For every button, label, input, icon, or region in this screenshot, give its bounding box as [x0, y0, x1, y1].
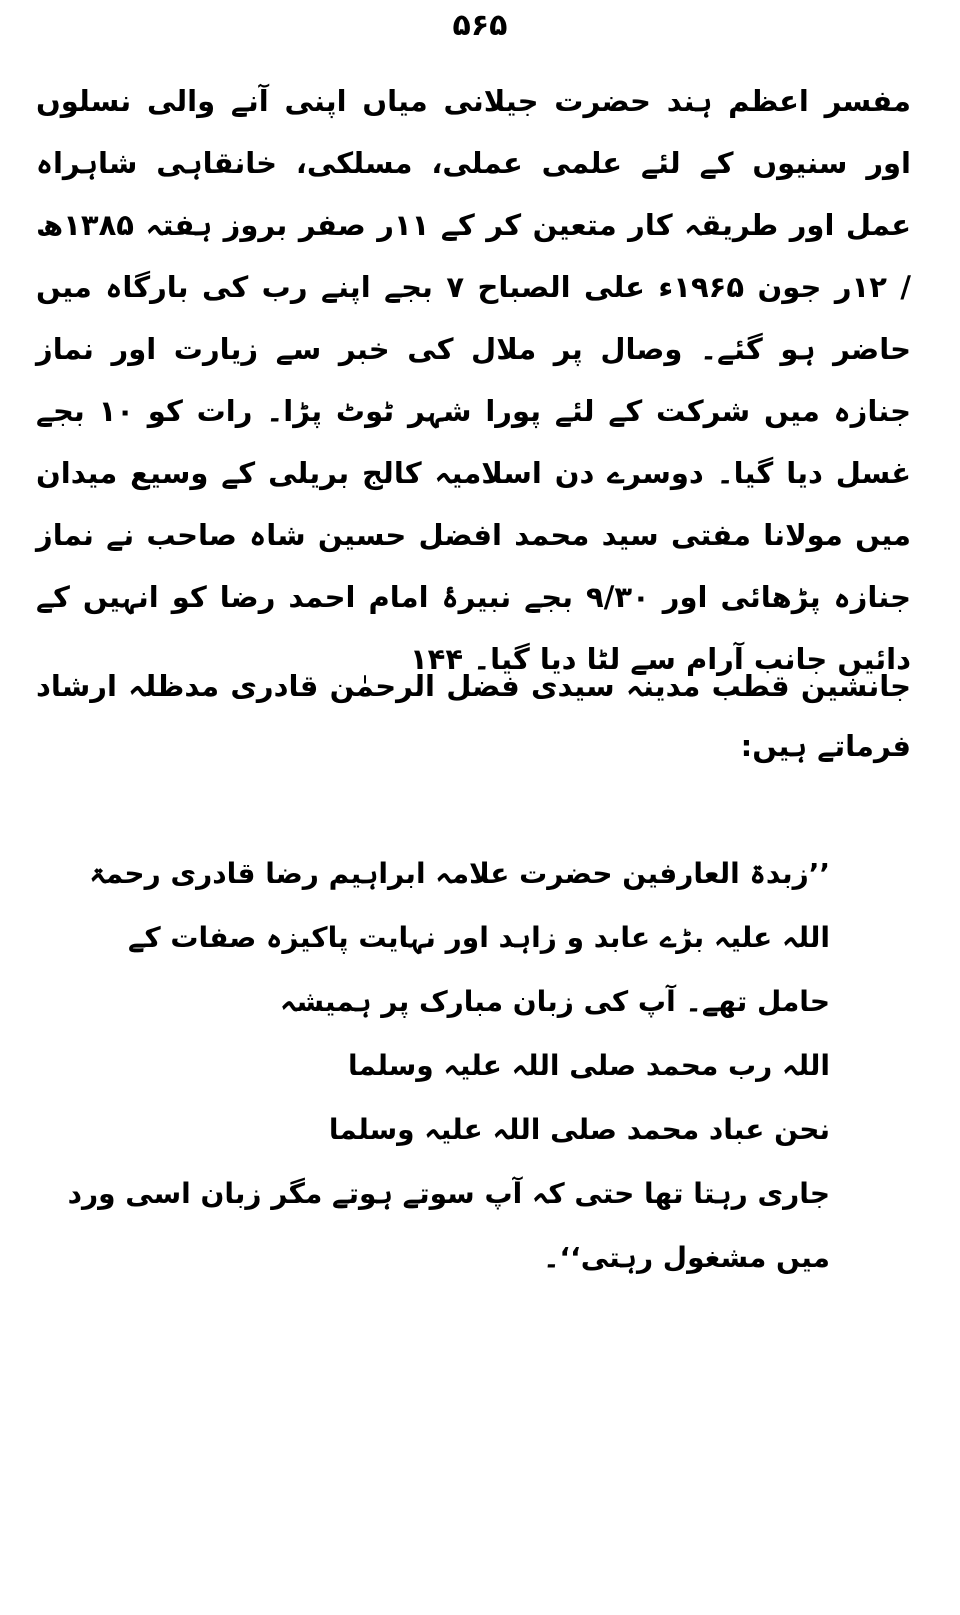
quote-line: اللہ علیہ بڑے عابد و زاہد اور نہایت پاکیزہ صفات کے	[127, 921, 830, 954]
block-quote	[67, 842, 830, 1290]
quote-line-arabic: نحن عباد محمد صلی اللہ علیہ وسلما	[328, 1113, 830, 1146]
quote-line: ’’زبدۃ العارفین حضرت علامہ ابراہیم رضا قادری رحمۃ	[89, 857, 830, 890]
main-paragraph: مفسر اعظم ہند حضرت جیلانی میاں اپنی آنے والی نسلوں اور سنیوں کے لئے علمی عملی، مسلکی، خانقاہی شاہراہ عمل اور طریقہ کار متعین کر کے ۱۱ر صفر بروز ہفتہ ۱۳۸۵ھ / ۱۲ر جون ۱۹۶۵ء علی الصباح ۷ بجے اپنے رب کی بارگاہ میں حاضر ہو گئے۔ وصال پر ملال کی خبر سے زیارت اور نماز جنازہ میں شرکت کے لئے پورا شہر ٹوٹ پڑا۔ رات کو ۱۰ بجے غسل دیا گیا۔ دوسرے دن اسلامیہ کالج بریلی کے وسیع میدان میں مولانا مفتی سید محمد افضل حسین شاہ صاحب نے نماز جنازہ پڑھائی اور ۹/۳۰ بجے نبیرۂ امام احمد رضا کو انہیں کے دائیں جانب آرام سے لٹا دیا گیا۔ ۱۴۴	[36, 84, 912, 676]
page-number: ۵۶۵	[452, 8, 508, 43]
quote-line: حامل تھے۔ آپ کی زبان مبارک پر ہمیشہ	[280, 985, 830, 1018]
quote-introduction: جانشین قطب مدینہ سیدی فضل الرحمٰن قادری مدظلہ ارشاد فرماتے ہیں:	[36, 669, 911, 763]
quote-line: میں مشغول رہتی‘‘۔	[543, 1241, 830, 1274]
quote-line: جاری رہتا تھا حتی کہ آپ سوتے ہوتے مگر زبان اسی ورد	[67, 1177, 830, 1210]
quote-line-arabic: اللہ رب محمد صلی اللہ علیہ وسلما	[348, 1049, 830, 1082]
